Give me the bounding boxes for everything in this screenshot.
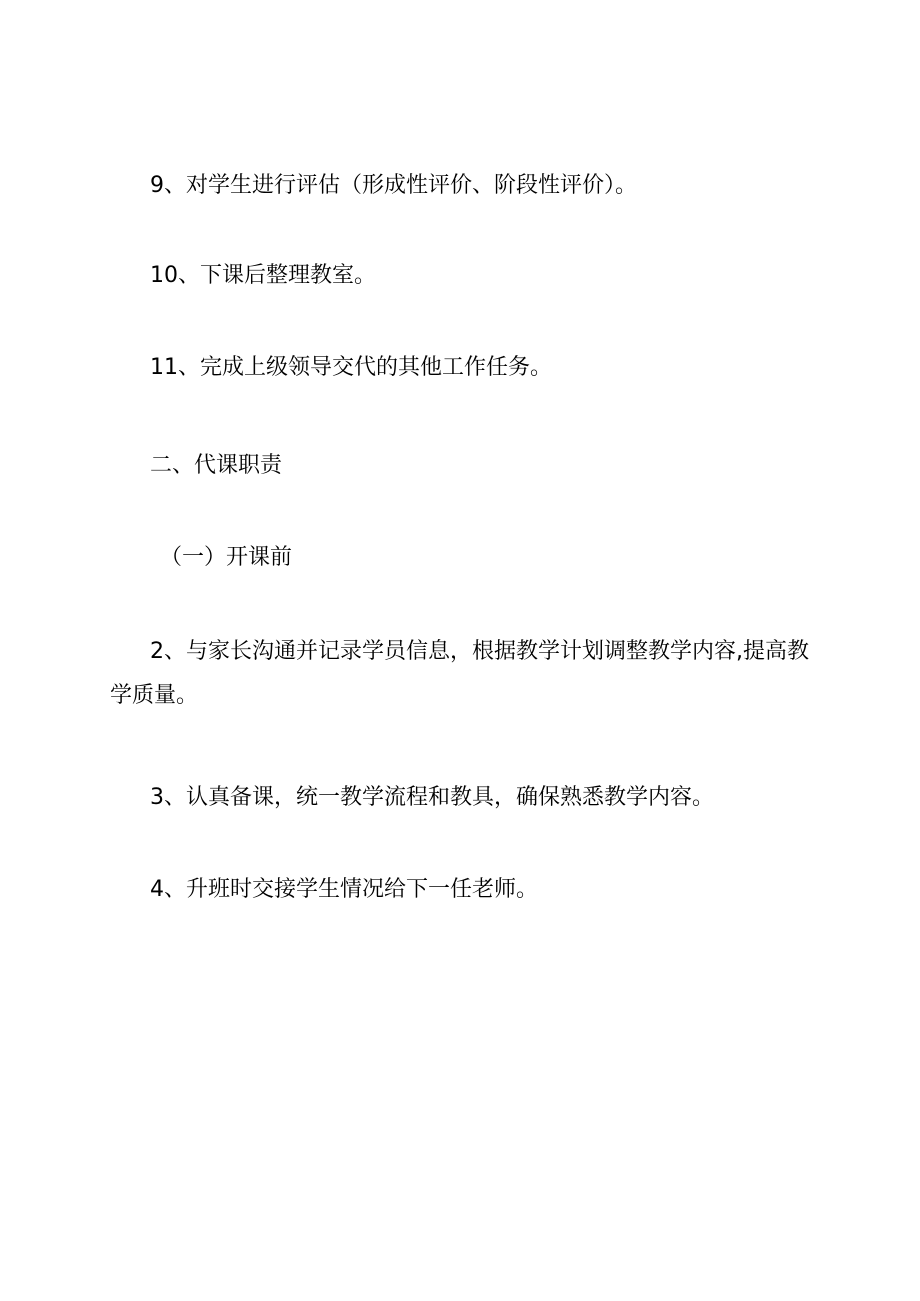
subsection-heading: （一）开课前 (160, 545, 293, 570)
paragraph-item-10: 10、下课后整理教室。 (150, 263, 376, 288)
paragraph-item-2: 2、与家长沟通并记录学员信息，根据教学计划调整教学内容,提高教学质量。 (110, 639, 809, 708)
paragraph-item-11: 11、完成上级领导交代的其他工作任务。 (150, 355, 552, 380)
paragraph-item-3: 3、认真备课，统一教学流程和教具，确保熟悉教学内容。 (150, 785, 714, 810)
paragraph-item-4: 4、升班时交接学生情况给下一任老师。 (150, 877, 538, 902)
section-heading: 二、代课职责 (150, 453, 283, 478)
paragraph-item-9: 9、对学生进行评估（形成性评价、阶段性评价）。 (150, 173, 637, 198)
